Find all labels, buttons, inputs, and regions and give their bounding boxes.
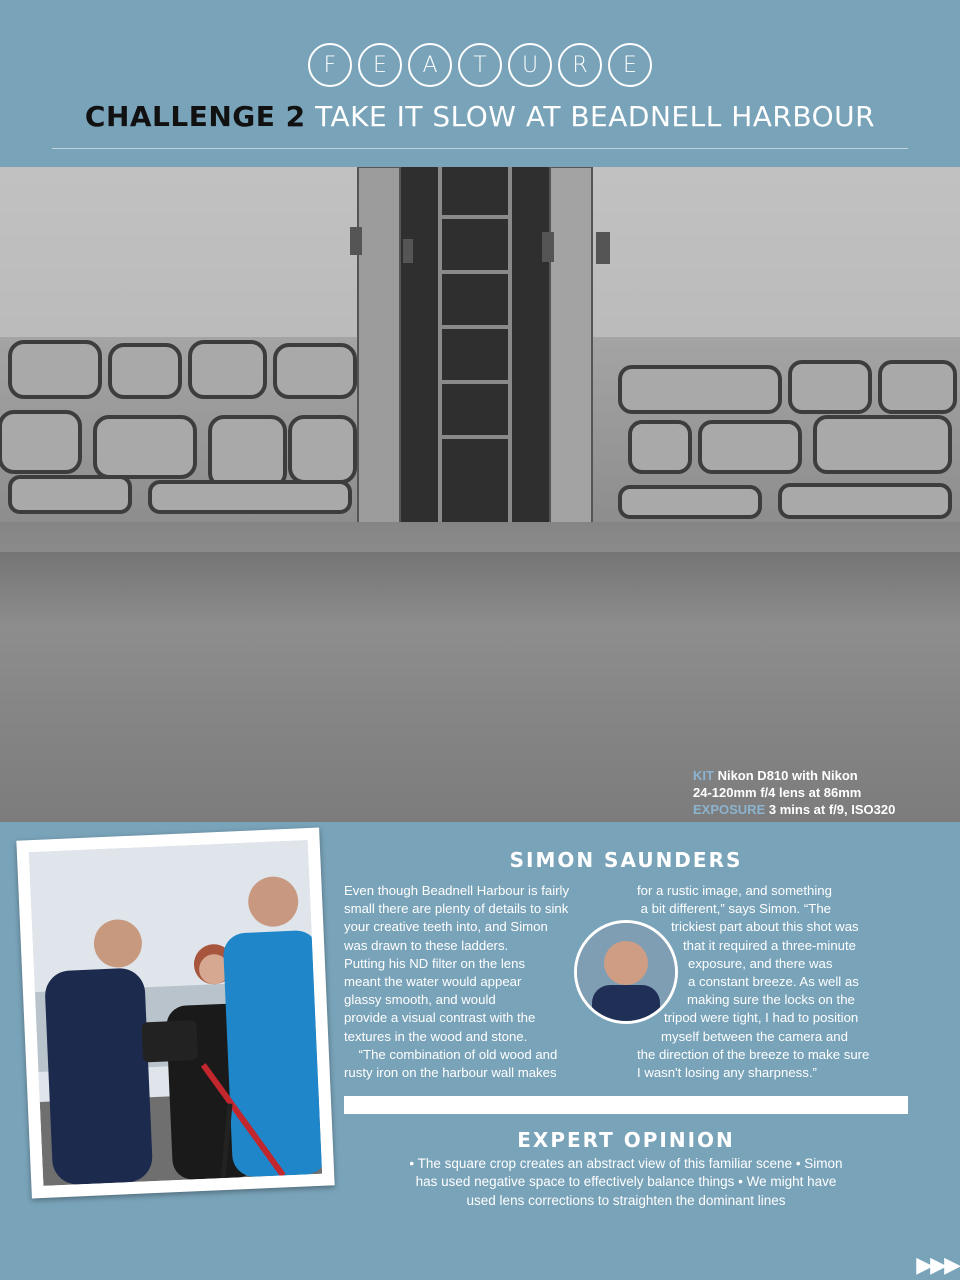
next-page-arrows-icon[interactable]: ▶▶▶ — [916, 1252, 958, 1277]
profile-portrait — [574, 920, 678, 1024]
kit-value-line2: 24-120mm f/4 lens at 86mm — [693, 785, 862, 800]
feature-letter: R — [558, 43, 602, 87]
text-line: making sure the locks on the — [687, 992, 855, 1008]
text-line: trickiest part about this shot was — [671, 919, 859, 935]
text-line: I wasn't losing any sharpness.” — [637, 1065, 817, 1081]
text-line: rusty iron on the harbour wall makes — [344, 1065, 557, 1081]
text-line: provide a visual contrast with the — [344, 1010, 536, 1026]
exposure-value: 3 mins at f/9, ISO320 — [768, 802, 896, 817]
feature-letter: F — [308, 43, 352, 87]
group-photo — [29, 840, 322, 1186]
feature-label — [0, 43, 960, 89]
text-line: Even though Beadnell Harbour is fairly — [344, 883, 570, 898]
text-line: meant the water would appear — [344, 974, 522, 990]
text-line: has used negative space to effectively balance things • We might have — [415, 1174, 837, 1190]
group-photo-frame — [16, 828, 334, 1199]
text-line: your creative teeth into, and Simon — [344, 919, 548, 935]
feature-letter: A — [408, 43, 452, 87]
header-divider — [52, 148, 908, 149]
text-line: a bit different,” says Simon. “The — [637, 901, 831, 917]
text-line: exposure, and there was — [688, 955, 833, 971]
text-line: Putting his ND filter on the lens — [344, 955, 526, 971]
feature-letter: T — [458, 43, 502, 87]
text-line: glassy smooth, and would — [344, 992, 496, 1008]
text-line: used lens corrections to straighten the dominant lines — [466, 1192, 786, 1208]
exposure-label: EXPOSURE — [693, 802, 766, 817]
text-line: small there are plenty of details to sink — [344, 901, 569, 917]
feature-letter: E — [608, 43, 652, 87]
expert-opinion-text — [344, 1155, 908, 1210]
text-line: “The combination of old wood and — [344, 1046, 558, 1062]
text-line: textures in the wood and stone. — [344, 1028, 528, 1044]
text-line: the direction of the breeze to make sure — [637, 1046, 870, 1062]
photo-caption — [693, 767, 895, 818]
text-line: • The square crop creates an abstract view of this familiar scene • Simon — [409, 1156, 843, 1171]
text-line: for a rustic image, and something — [637, 883, 832, 898]
page-title — [0, 100, 960, 133]
feature-letter: E — [358, 43, 402, 87]
kit-label: KIT — [693, 768, 714, 783]
text-line: that it required a three-minute — [683, 937, 856, 953]
title-subject: TAKE IT SLOW AT BEADNELL HARBOUR — [315, 100, 876, 133]
text-line: a constant breeze. As well as — [688, 974, 859, 990]
profile-name: SIMON SAUNDERS — [509, 848, 743, 872]
text-line: myself between the camera and — [661, 1028, 848, 1044]
feature-letter: U — [508, 43, 552, 87]
section-divider — [344, 1096, 908, 1114]
kit-value: Nikon D810 with Nikon — [717, 768, 858, 783]
harbour-photo — [0, 167, 960, 822]
profile-text-left — [344, 882, 569, 1082]
text-line: tripod were tight, I had to position — [664, 1010, 859, 1026]
profile-text-right — [637, 882, 912, 1082]
text-line: was drawn to these ladders. — [344, 937, 509, 953]
title-challenge: CHALLENGE 2 — [84, 100, 306, 133]
expert-opinion-heading: EXPERT OPINION — [517, 1128, 735, 1152]
